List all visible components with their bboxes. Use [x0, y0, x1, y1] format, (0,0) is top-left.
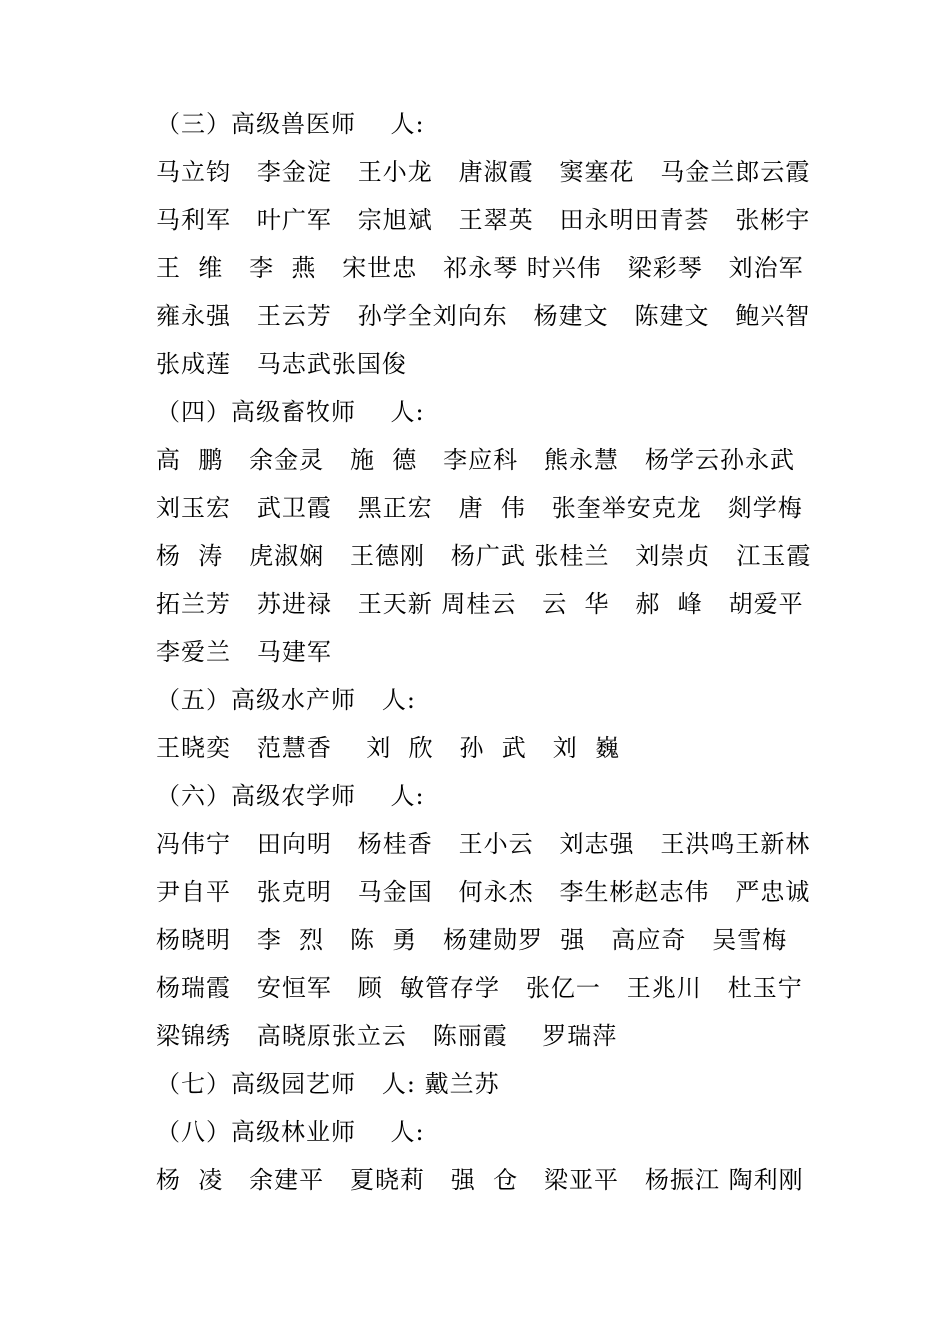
- section-heading-aquatic: （五）高级水产师 人:: [156, 686, 416, 714]
- document-page: [156, 100, 856, 1204]
- name-line: 尹自平 张克明 马金国 何永杰 李生彬赵志伟 严忠诚: [156, 878, 811, 906]
- section-heading-horticulture: （七）高级园艺师 人: 戴兰苏: [156, 1070, 500, 1098]
- name-line: 杨 涛 虎淑娴 王德刚 杨广武 张桂兰 刘崇贞 江玉霞: [156, 542, 812, 570]
- name-line: 王晓奕 范慧香 刘 欣 孙 武 刘 巍: [156, 734, 620, 762]
- name-line: 杨 凌 余建平 夏晓莉 强 仓 梁亚平 杨振江 陶利刚: [156, 1166, 804, 1194]
- name-line: 杨晓明 李 烈 陈 勇 杨建勋罗 强 高应奇 吴雪梅: [156, 926, 788, 954]
- name-line: 马立钧 李金淀 王小龙 唐淑霞 窦塞花 马金兰郎云霞: [156, 158, 811, 186]
- name-line: 马利军 叶广军 宗旭斌 王翠英 田永明田青荟 张彬宇: [156, 206, 811, 234]
- section-heading-animal-husbandry: （四）高级畜牧师 人:: [156, 398, 425, 426]
- name-line: 刘玉宏 武卫霞 黑正宏 唐 伟 张奎举安克龙 剡学梅: [156, 494, 803, 522]
- section-heading-veterinarian: （三）高级兽医师 人:: [156, 110, 425, 138]
- section-heading-agronomist: （六）高级农学师 人:: [156, 782, 425, 810]
- section-heading-forestry: （八）高级林业师 人:: [156, 1118, 425, 1146]
- name-line: 梁锦绣 高晓原张立云 陈丽霞 罗瑞萍: [156, 1022, 618, 1050]
- name-line: 杨瑞霞 安恒军 顾 敏管存学 张亿一 王兆川 杜玉宁: [156, 974, 803, 1002]
- name-line: 冯伟宁 田向明 杨桂香 王小云 刘志强 王洪鸣王新林: [156, 830, 811, 858]
- name-line: 李爱兰 马建军: [156, 638, 332, 666]
- name-line: 王 维 李 燕 宋世忠 祁永琴 时兴伟 梁彩琴 刘治军: [156, 254, 804, 282]
- name-line: 高 鹏 余金灵 施 德 李应科 熊永慧 杨学云孙永武: [156, 446, 795, 474]
- name-line: 张成莲 马志武张国俊: [156, 350, 407, 378]
- name-line: 雍永强 王云芳 孙学全刘向东 杨建文 陈建文 鲍兴智: [156, 302, 811, 330]
- name-line: 拓兰芳 苏进禄 王天新 周桂云 云 华 郝 峰 胡爱平: [156, 590, 804, 618]
